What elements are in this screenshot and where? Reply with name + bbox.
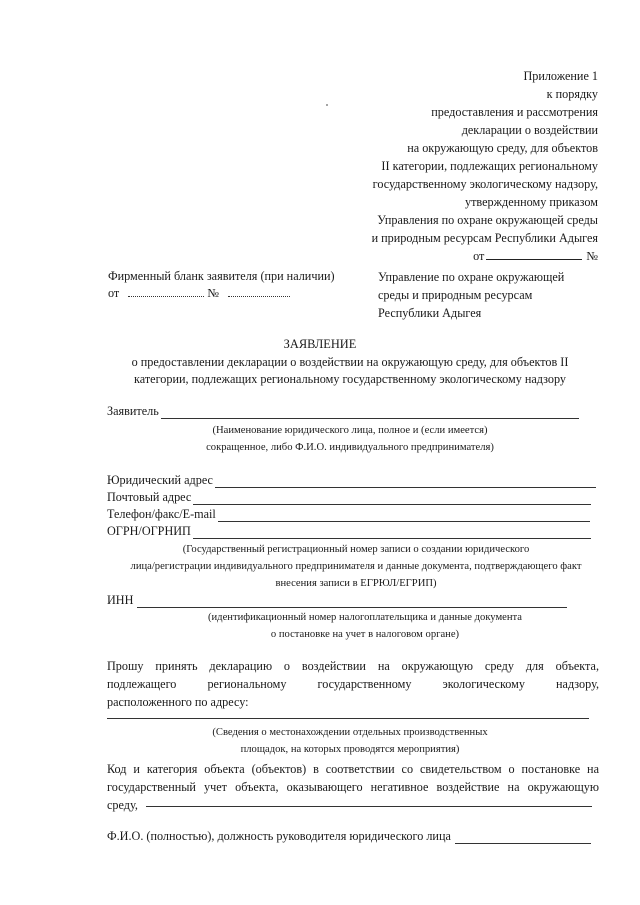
request-paragraph [107,657,599,711]
category-line: государственный учет объекта, оказывающего негативное воздействие на окружающую [107,780,599,794]
object-address-input[interactable] [107,718,589,719]
appendix-line: на окружающую среду, для объектов [407,141,598,155]
appendix-header [278,67,598,265]
letterhead-block [108,268,335,302]
ogrn-label: ОГРН/ОГРНИП [107,524,191,538]
inn-input[interactable] [137,595,567,608]
hint-line: (Сведения о местонахождении отдельных производственных [212,727,488,738]
phone-row [107,507,590,522]
hint-line: лица/регистрации индивидуального предпринимателя и данные документа, подтверждающего факт [130,561,582,572]
hint-line: о постановке на учет в налоговом органе) [270,629,460,640]
inn-hint [150,609,580,643]
scan-speck [326,104,328,106]
document-title: ЗАЯВЛЕНИЕ [283,337,357,351]
appendix-line: и природным ресурсам Республики Адыгея [371,231,598,245]
head-row [107,829,591,844]
letterhead-number-field[interactable] [228,285,290,297]
postal-address-row [107,490,591,505]
category-line [107,796,599,814]
document-subtitle [90,354,610,388]
hint-line: площадок, на которых проводятся мероприятия) [240,744,460,755]
postal-address-label: Почтовый адрес [107,490,192,504]
appendix-line: II категории, подлежащих региональному [381,159,598,173]
applicant-row [107,404,579,419]
applicant-label: Заявитель [107,404,159,418]
recipient-line: Республики Адыгея [378,306,482,320]
recipient-line: среды и природным ресурсам [378,288,533,302]
legal-address-row [107,473,596,488]
request-line: расположенного по адресу: [107,695,249,709]
inn-row [107,593,567,608]
ogrn-hint [96,541,616,592]
request-line: подлежащего региональному государственному экологическому надзору, [107,677,599,691]
inn-label: ИНН [107,593,134,607]
head-input[interactable] [455,831,591,844]
appendix-line: к порядку [546,87,598,101]
ogrn-input[interactable] [193,526,591,539]
appendix-line: Приложение 1 [523,69,598,83]
hint-line: внесения записи в ЕГРЮЛ/ЕГРИП) [275,578,437,589]
hint-line: (Государственный регистрационный номер записи о создании юридического [182,544,530,555]
subtitle-line: о предоставлении декларации о воздействии на окружающую среду, для объектов II [131,355,569,369]
postal-address-input[interactable] [193,492,591,505]
recipient-block [378,268,564,322]
hint-line: сокращенное, либо Ф.И.О. индивидуального предпринимателя) [206,442,494,453]
appendix-line: предоставления и рассмотрения [431,105,598,119]
letterhead-label: Фирменный бланк заявителя (при наличии) [108,269,335,283]
ogrn-row [107,524,591,539]
letterhead-date-field[interactable] [128,285,204,297]
recipient-line: Управление по охране окружающей [378,270,565,284]
appendix-date-line [278,247,598,265]
category-input[interactable] [146,806,592,807]
letterhead-date-line [108,285,335,302]
category-line-end: среду, [107,798,138,812]
hint-line: (идентификационный номер налогоплательщика и данные документа [207,612,523,623]
subtitle-line: категории, подлежащих региональному государственному экологическому надзору [134,372,566,386]
request-line: Прошу принять декларацию о воздействии на окружающую среду для объекта, [107,659,599,673]
object-address-hint [150,724,550,758]
appendix-line: утвержденному приказом [465,195,598,209]
appendix-line: государственному экологическому надзору, [372,177,598,191]
appendix-from-label: от [473,249,485,263]
letterhead-from-label: от [108,286,120,300]
head-label: Ф.И.О. (полностью), должность руководителя юридического лица [107,829,451,843]
appendix-date-field[interactable] [486,247,582,260]
applicant-input[interactable] [161,406,579,419]
appendix-line: Управления по охране окружающей среды [377,213,598,227]
legal-address-input[interactable] [215,475,596,488]
appendix-number-sign: № [586,249,598,263]
phone-label: Телефон/факс/E-mail [107,507,216,521]
hint-line: (Наименование юридического лица, полное и (если имеется) [212,425,488,436]
phone-input[interactable] [218,509,590,522]
appendix-line: декларации о воздействии [461,123,598,137]
category-line: Код и категория объекта (объектов) в соответствии со свидетельством о постановке на [107,762,599,776]
legal-address-label: Юридический адрес [107,473,213,487]
letterhead-number-sign: № [207,286,219,300]
applicant-hint [150,422,550,456]
